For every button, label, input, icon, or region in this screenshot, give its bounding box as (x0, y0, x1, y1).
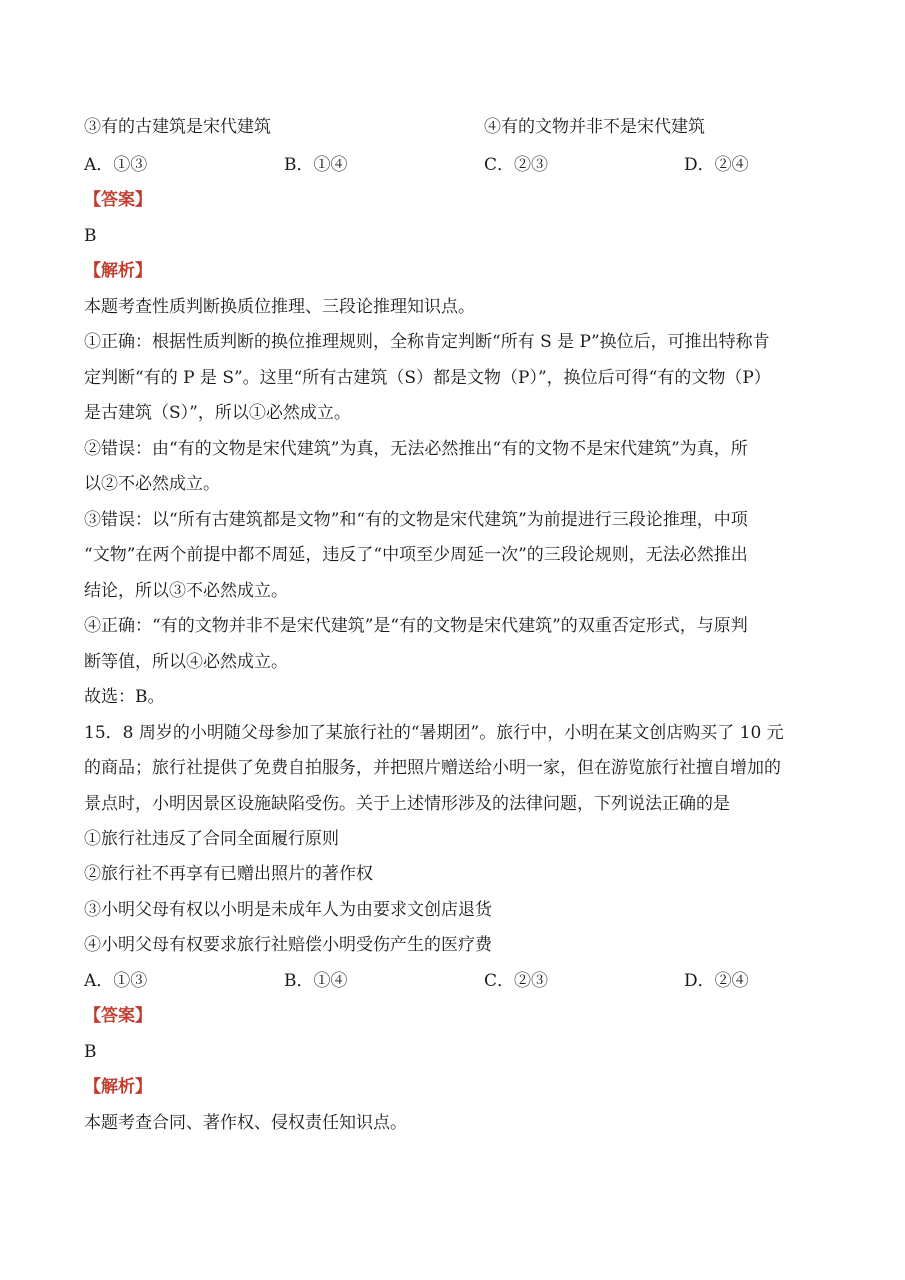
q15-analysis-header: 【解析】 (84, 1077, 152, 1097)
q15-analysis-line: 本题考查合同、著作权、侵权责任知识点。 (84, 1113, 407, 1133)
q14-analysis-line: “文物”在两个前提中都不周延，违反了“中项至少周延一次”的三段论规则，无法必然推出 (84, 545, 748, 565)
q14-analysis-line: 定判断“有的 P 是 S”。这里“所有古建筑（S）都是文物（P）”，换位后可得“有的文物（P） (84, 368, 771, 388)
q15-answer-header: 【答案】 (84, 1006, 152, 1026)
q15-option-d: D．②④ (684, 971, 749, 991)
q15-answer: B (84, 1042, 97, 1062)
q14-analysis-line: 故选：B。 (84, 687, 165, 707)
q14-option-c: C．②③ (484, 155, 549, 175)
q14-answer: B (84, 226, 97, 246)
q15-item-4: ④小明父母有权要求旅行社赔偿小明受伤产生的医疗费 (84, 935, 492, 955)
q14-analysis-line: 本题考查性质判断换质位推理、三段论推理知识点。 (84, 297, 475, 317)
q14-item-4: ④有的文物并非不是宋代建筑 (484, 117, 705, 137)
q15-item-1: ①旅行社违反了合同全面履行原则 (84, 829, 339, 849)
q14-option-b: B．①④ (284, 155, 348, 175)
q14-analysis-header: 【解析】 (84, 261, 152, 281)
q14-analysis-line: ②错误：由“有的文物是宋代建筑”为真，无法必然推出“有的文物不是宋代建筑”为真，所 (84, 439, 748, 459)
q15-option-a: A．①③ (84, 971, 148, 991)
q14-analysis-line: 断等值，所以④必然成立。 (84, 652, 288, 672)
q14-analysis-line: 是古建筑（S）”，所以①必然成立。 (84, 403, 351, 423)
q15-stem-line: 的商品；旅行社提供了免费自拍服务，并把照片赠送给小明一家，但在游览旅行社擅自增加的 (84, 758, 781, 778)
q14-analysis-line: ①正确：根据性质判断的换位推理规则，全称肯定判断“所有 S 是 P”换位后，可推出特称肯 (84, 332, 770, 352)
q14-analysis-line: ④正确：“有的文物并非不是宋代建筑”是“有的文物是宋代建筑”的双重否定形式，与原判 (84, 616, 748, 636)
q14-option-a: A．①③ (84, 155, 148, 175)
q15-option-b: B．①④ (284, 971, 348, 991)
q15-stem-line: 景点时，小明因景区设施缺陷受伤。关于上述情形涉及的法律问题，下列说法正确的是 (84, 794, 730, 814)
q15-item-2: ②旅行社不再享有已赠出照片的著作权 (84, 864, 373, 884)
q14-analysis-line: ③错误：以“所有古建筑都是文物”和“有的文物是宋代建筑”为前提进行三段论推理，中项 (84, 510, 748, 530)
q14-answer-header: 【答案】 (84, 190, 152, 210)
q14-analysis-line: 结论，所以③不必然成立。 (84, 581, 288, 601)
q15-option-c: C．②③ (484, 971, 549, 991)
q14-analysis-line: 以②不必然成立。 (84, 474, 220, 494)
q14-item-3: ③有的古建筑是宋代建筑 (84, 117, 271, 137)
q14-option-d: D．②④ (684, 155, 749, 175)
q15-item-3: ③小明父母有权以小明是未成年人为由要求文创店退货 (84, 900, 492, 920)
q15-stem-line: 15．8 周岁的小明随父母参加了某旅行社的“暑期团”。旅行中，小明在某文创店购买了 10 元 (84, 723, 784, 743)
